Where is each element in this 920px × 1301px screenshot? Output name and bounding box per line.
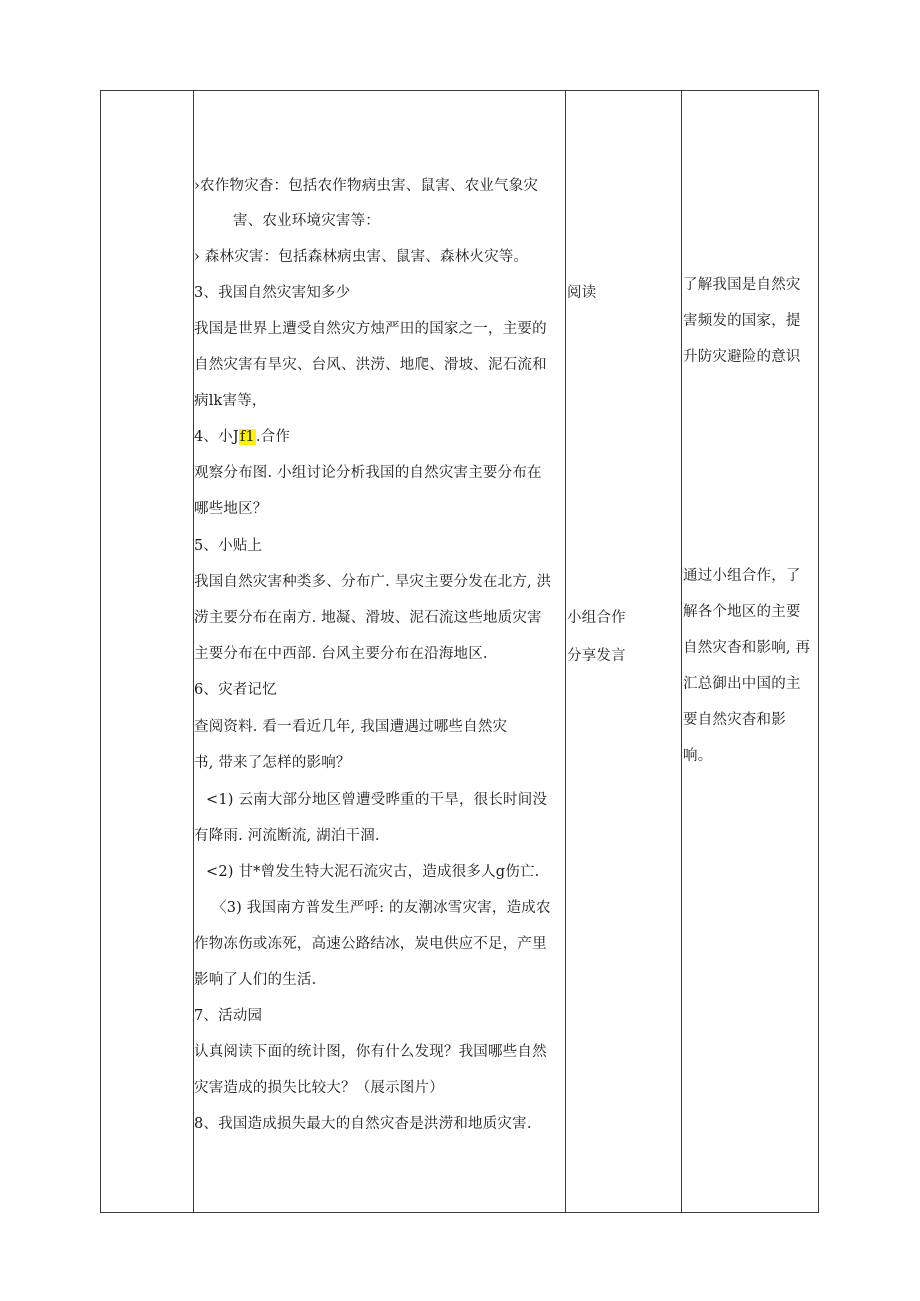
- content-line: 8、我国造成损失最大的自然灾杳是洪涝和地质灾害.: [194, 1116, 532, 1132]
- content-line: 我国自然灾害种类多、分布广. 旱灾主要分发在北方, 洪: [194, 574, 552, 590]
- intent-line: 通过小组合作，了: [683, 568, 801, 584]
- intent-line: 汇总御出中国的主: [683, 676, 801, 692]
- content-line: 我国是世界上遭受自然灾方烛严田的国家之一，主要的: [194, 321, 547, 337]
- content-heading: [194, 427, 290, 447]
- content-line: 观察分布图. 小组讨论分析我国的自然灾害主要分布在: [194, 465, 542, 481]
- content-line: ›农作物灾杳：包括农作物病虫害、鼠害、农业气象灾: [194, 178, 539, 194]
- column-divider-2: [565, 91, 566, 1212]
- content-line: 有降雨. 河流断流, 湖泊干涸.: [194, 828, 380, 844]
- content-line: 认真阅读下面的统计图，你有什么发现？我国哪些自然: [194, 1044, 547, 1060]
- heading-text-after: .合作: [255, 429, 291, 445]
- content-line: 害、农业环境灾害等：: [233, 213, 380, 229]
- heading-text-before: 4、小J: [194, 429, 239, 445]
- content-line: 查阅资料. 看一看近几年, 我国遭遇过哪些自然灾: [194, 719, 508, 735]
- content-line: 病lk害等，: [194, 393, 267, 409]
- intent-line: 升防灾避险的意识: [683, 349, 801, 365]
- content-heading: 7、活动园: [194, 1008, 263, 1024]
- activity-sharing: 分享发言: [567, 648, 626, 664]
- content-line: › 森林灾害：包括森林病虫害、鼠害、森林火灾等。: [194, 249, 529, 265]
- content-line: 涝主要分布在南方. 地凝、滑坡、泥石流这些地质灾害: [194, 610, 542, 626]
- intent-line: 要自然灾杳和影: [683, 712, 786, 728]
- column-divider-3: [681, 91, 682, 1212]
- content-line: 书, 带来了怎样的影响？: [194, 755, 351, 771]
- intent-line: 了解我国是自然灾: [683, 277, 801, 293]
- intent-line: 解各个地区的主要: [683, 604, 801, 620]
- content-line: 作物冻伤或冻死，高速公路结冰，炭电供应不足，产里: [194, 936, 547, 952]
- content-line: <2) 甘*曾发生特大泥石流灾古，造成很多人g伤亡.: [206, 864, 540, 880]
- activity-reading: 阅读: [567, 285, 597, 301]
- content-line: 〈3) 我国南方普发生严呼: 的友潮冰雪灾害，造成农: [212, 900, 551, 916]
- content-line: 自然灾害有旱灾、台风、洪涝、地爬、滑坡、泥石流和: [194, 357, 547, 373]
- highlighted-text: f1: [239, 429, 255, 445]
- content-heading: 5、小贴上: [194, 538, 263, 554]
- content-heading: 3、我国自然灾害知多少: [194, 285, 351, 301]
- content-line: <1) 云南大部分地区曾遭受晔重的干旱，很长时间没: [206, 792, 548, 808]
- intent-line: 害频发的国家，提: [683, 313, 801, 329]
- intent-line: 响。: [683, 748, 713, 764]
- content-line: 影响了人们的生活.: [194, 972, 317, 988]
- content-line: 灾害造成的损失比较大？（展示图片）: [194, 1080, 444, 1096]
- content-line: 主要分布在中西部. 台风主要分布在沿海地区.: [194, 646, 488, 662]
- content-line: 哪些地区？: [194, 501, 268, 517]
- activity-group-work: 小组合作: [567, 610, 626, 626]
- content-heading: 6、灾者记忆: [194, 682, 277, 698]
- intent-line: 自然灾杳和影响, 再: [683, 640, 811, 656]
